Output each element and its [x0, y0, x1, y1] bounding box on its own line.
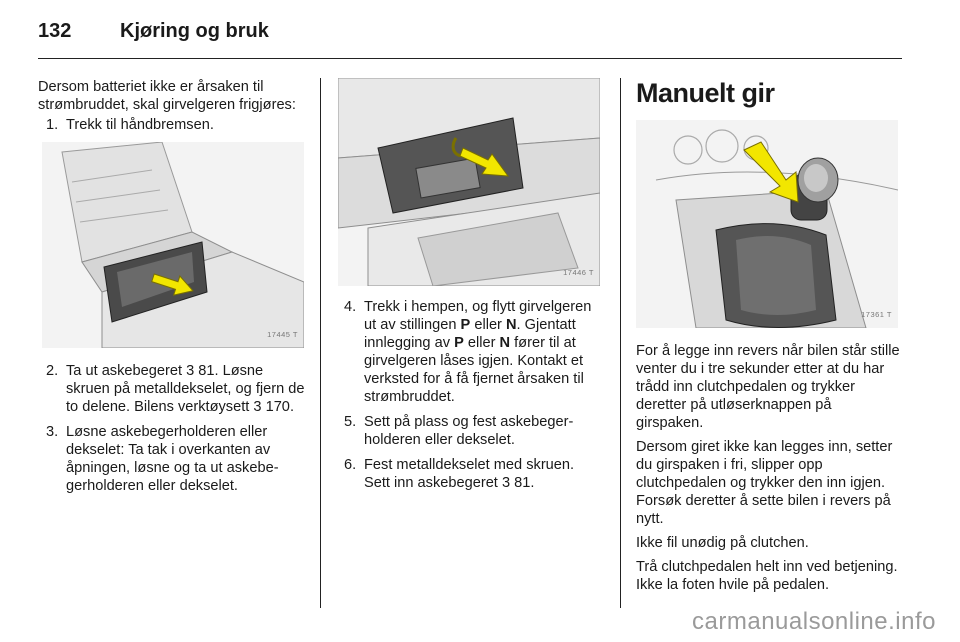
page-reference[interactable]: 81 — [198, 363, 215, 379]
gear-position-n: N — [505, 317, 517, 333]
step-text: Ta ut askebegeret — [66, 363, 183, 379]
page-number: 132 — [38, 20, 72, 42]
paragraph: Ikke fil unødig på clutchen. — [636, 535, 809, 551]
paragraph: Trå clutchpedalen helt inn ved betjening. Ikke la foten hvile på pedalen. — [636, 559, 898, 593]
column-3 — [636, 78, 902, 600]
step-2 — [46, 362, 308, 416]
step-text: . Gjentatt innlegging av — [364, 317, 576, 351]
paragraph: For å legge inn revers når bilen står stille venter du i tre sekunder etter at du har trådd inn clutchpedalen og trykker deretter på utløserknappen på girspaken. — [636, 343, 900, 431]
page-reference-icon: 3 — [501, 475, 511, 491]
gear-lever-illustration — [636, 120, 898, 328]
page-reference[interactable]: 170 — [265, 399, 290, 415]
gear-position-p: P — [454, 335, 464, 351]
page-reference[interactable]: 81 — [514, 475, 531, 491]
column-2 — [338, 78, 604, 499]
step-number: 1. — [46, 117, 59, 133]
figure-ashtray-removal — [42, 142, 304, 348]
column-divider-2 — [620, 78, 621, 608]
step-1 — [46, 116, 308, 134]
column-1 — [38, 78, 308, 502]
paragraph: Dersom giret ikke kan legges inn, setter du girspaken i fri, slipper opp clutchpedalen og trykker den inn igjen. Forsøk deretter å sette bilen i revers på nytt. — [636, 439, 893, 527]
step-5 — [344, 413, 604, 449]
figure-code: 17445 T — [267, 330, 298, 339]
step-text: . — [530, 475, 535, 491]
step-text: Sett på plass og fest askebegerholderen eller dekselet. — [364, 414, 574, 448]
steps-list-2 — [46, 362, 308, 495]
gear-position-p: P — [460, 317, 471, 333]
header-rule — [38, 58, 902, 59]
steps-list-3 — [344, 298, 604, 492]
page-reference-icon: 3 — [253, 399, 262, 415]
step-text: . Løsne skruen på metalldekselet, og fjern de to delene. Bilens verktøysett — [66, 363, 305, 415]
section-title: Manuelt gir — [636, 78, 775, 108]
figure-code: 17446 T — [563, 268, 594, 277]
step-text: Trekk i hempen, og flytt girvelgeren ut av stillingen — [364, 299, 592, 333]
page-title: Kjøring og bruk — [120, 20, 269, 42]
intro-paragraph: Dersom batteriet ikke er årsaken til strømbruddet, skal girvelgeren frigjøres: — [38, 79, 296, 113]
page-reference-icon: 3 — [186, 363, 195, 379]
step-number: 3. — [46, 424, 59, 440]
step-number: 6. — [344, 457, 357, 473]
release-loop-illustration — [338, 78, 600, 286]
step-text: eller — [474, 317, 502, 333]
watermark: carmanualsonline.info — [692, 608, 936, 635]
figure-shift-lever-release — [338, 78, 600, 286]
step-text: Løsne askebegerholderen eller dekselet: Ta tak i overkanten av åpningen, løsne og ta ut askebegerholderen eller dekselet. — [66, 424, 279, 494]
step-3 — [46, 423, 308, 495]
step-text: fører til at girvelgeren låses igjen. Kontakt et verksted for å få fjernet årsaken til strømbruddet. — [364, 335, 584, 405]
column-divider-1 — [320, 78, 321, 608]
step-4 — [344, 298, 604, 406]
page-header — [38, 20, 269, 46]
step-number: 4. — [344, 299, 357, 315]
step-text: Fest metalldekselet med skruen. Sett inn askebegeret — [364, 457, 575, 491]
figure-code: 17361 T — [861, 310, 892, 319]
step-6 — [344, 456, 604, 492]
step-text: . — [289, 399, 294, 415]
step-text: Trekk til håndbremsen. — [66, 117, 214, 133]
steps-list-1 — [38, 116, 308, 134]
step-number: 2. — [46, 363, 59, 379]
figure-manual-gear-lever — [636, 120, 898, 328]
step-text: eller — [467, 335, 496, 351]
ashtray-illustration — [42, 142, 304, 348]
step-number: 5. — [344, 414, 357, 430]
gear-position-n: N — [499, 335, 511, 351]
